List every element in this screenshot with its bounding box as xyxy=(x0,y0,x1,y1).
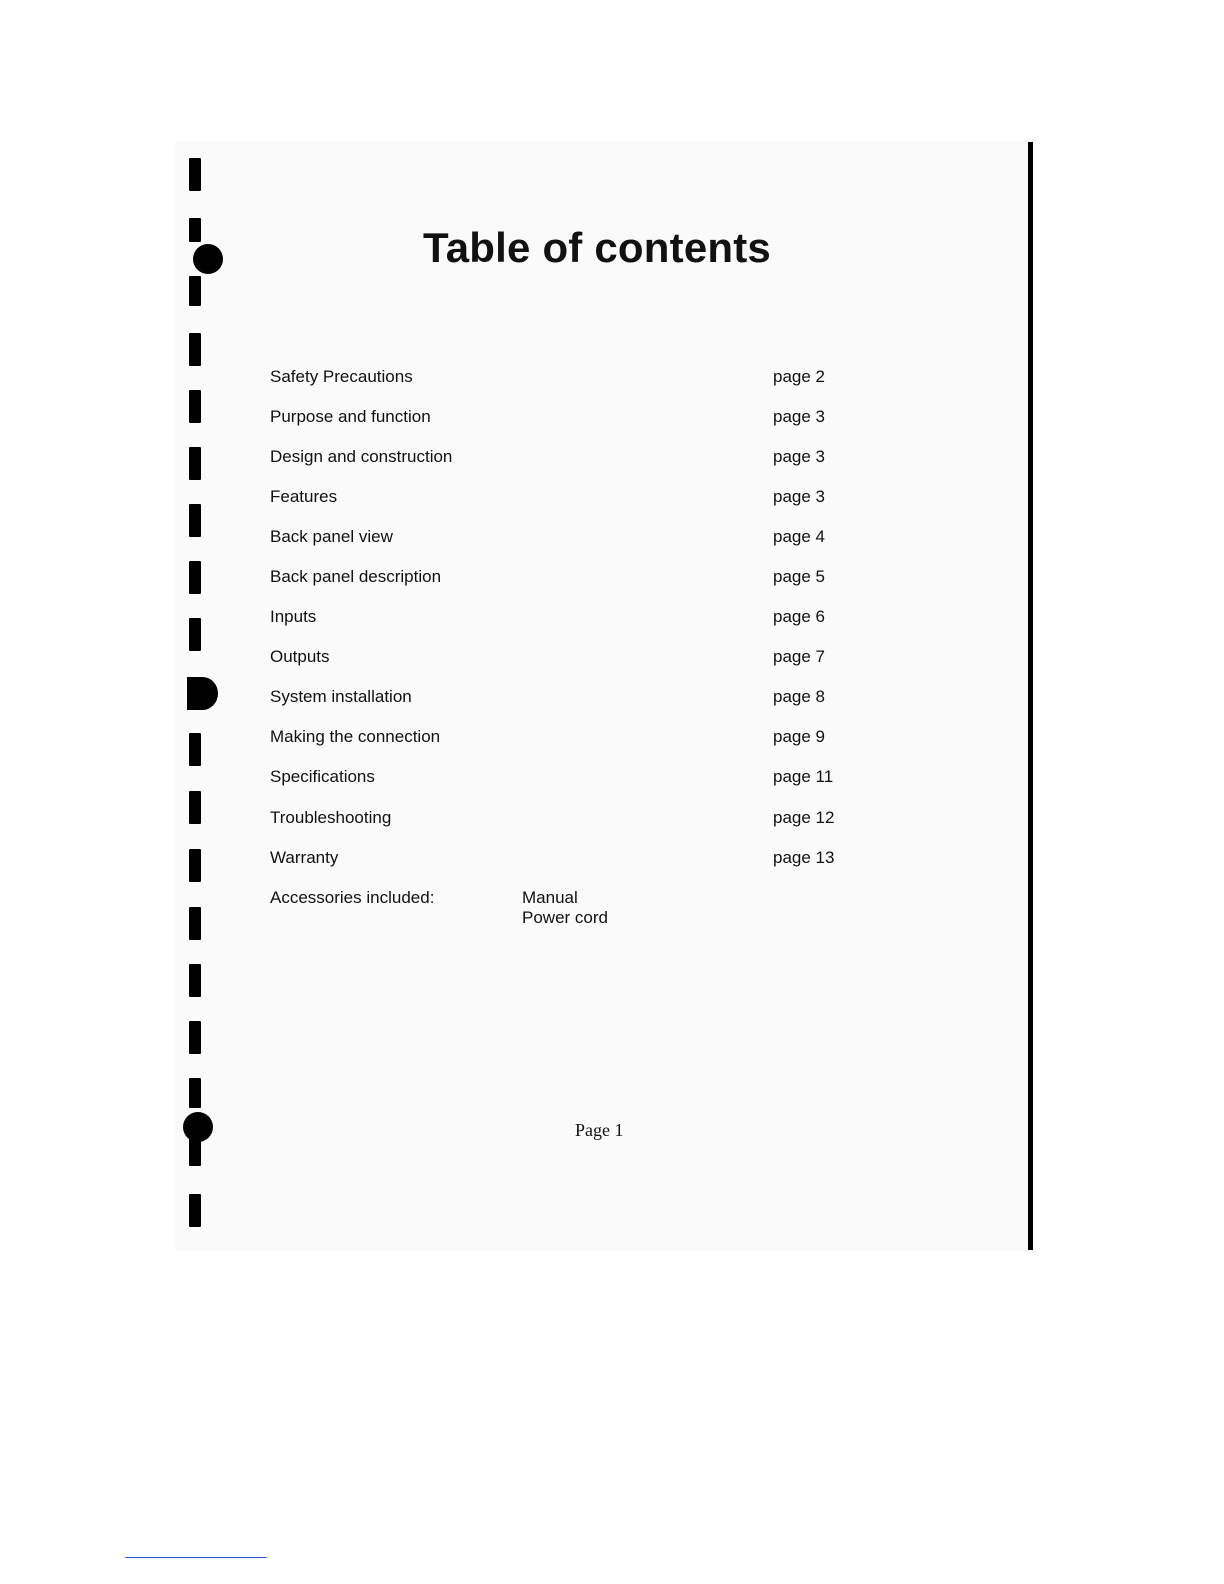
accessories-label: Accessories included: xyxy=(270,888,435,907)
toc-entry-label: System installation xyxy=(270,687,412,706)
toc-entry-page: page 5 xyxy=(773,567,825,586)
toc-entry-page: page 3 xyxy=(773,487,825,506)
accessory-item: Power cord xyxy=(522,908,608,927)
accessories-list xyxy=(522,888,608,928)
toc-entry-page: page 3 xyxy=(773,447,825,466)
toc-entry-label: Warranty xyxy=(270,848,339,867)
toc-entry-label: Purpose and function xyxy=(270,407,431,426)
toc-entry-label: Design and construction xyxy=(270,447,453,466)
toc-entry-label: Safety Precautions xyxy=(270,367,413,386)
toc-entry-page: page 4 xyxy=(773,527,825,546)
page-number: Page 1 xyxy=(575,1120,624,1140)
toc-entry-page: page 3 xyxy=(773,407,825,426)
toc-entry-page: page 7 xyxy=(773,647,825,666)
toc-entry-label: Outputs xyxy=(270,647,330,666)
link-underline[interactable] xyxy=(125,1557,267,1558)
toc-entry-page: page 2 xyxy=(773,367,825,386)
toc-entry-label: Specifications xyxy=(270,767,375,786)
toc-entry-page: page 6 xyxy=(773,607,825,626)
accessory-item: Manual xyxy=(522,888,578,907)
toc-entry-label: Troubleshooting xyxy=(270,808,392,827)
toc-entry-label: Features xyxy=(270,487,338,506)
toc-entry-label: Making the connection xyxy=(270,727,441,746)
toc-entry-page: page 8 xyxy=(773,687,825,706)
toc-entry-page: page 12 xyxy=(773,808,835,827)
page-title: Table of contents xyxy=(423,224,771,271)
toc-entry-label: Back panel description xyxy=(270,567,442,586)
toc-entry-label: Inputs xyxy=(270,607,317,626)
toc-entry-page: page 9 xyxy=(773,727,825,746)
toc-entry-page: page 11 xyxy=(773,767,834,786)
toc-entry-label: Back panel view xyxy=(270,527,393,546)
toc-entry-page: page 13 xyxy=(773,848,835,867)
